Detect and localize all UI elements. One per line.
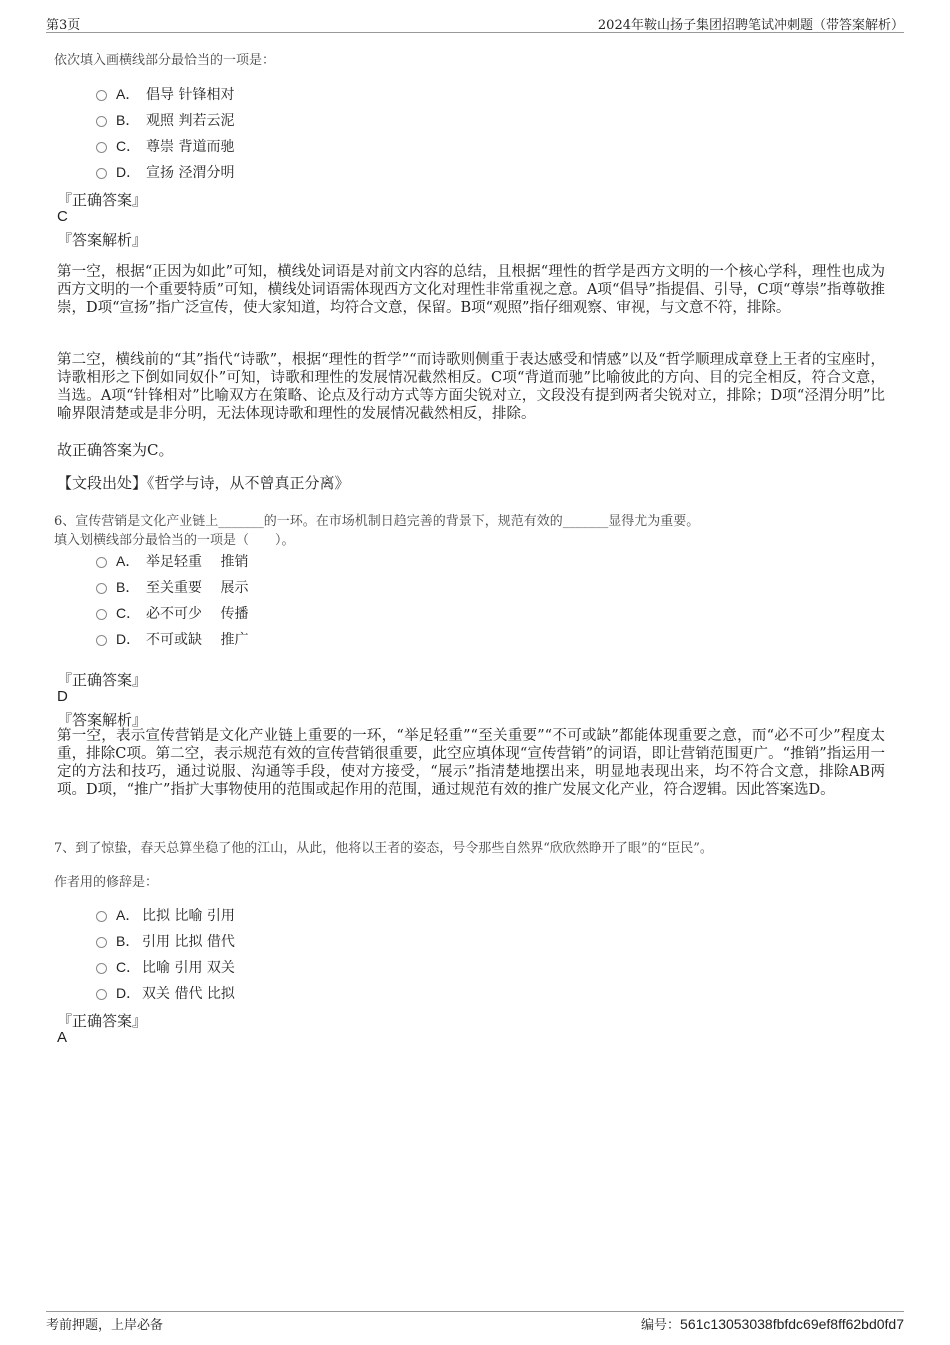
q5-option-a[interactable]: A． 倡导 针锋相对 [96,84,234,102]
q6-answer: D [57,688,68,705]
radio-icon[interactable] [96,989,107,1000]
q5-analysis-paragraph-1: 第一空，根据“正因为如此”可知，横线处词语是对前文内容的总结，且根据“理性的哲学是西方文明的一个核心学科，理性也成为西方文明的一个重要特质”可知，横线处词语需体现西方文化对理性非常重视之意。A项“倡导”指提倡、引导，C项“尊崇”指尊敬推崇，D项“宣扬”指广泛宣传，使大家知道，均符合文意，保留。B项“观照”指仔细观察、审视，与文意不符，排除。 [57,264,885,316]
q5-answer: C [57,208,68,225]
page-header [46,14,904,33]
q6-answer-label: 『正确答案』 [57,671,148,689]
q7-option-c[interactable]: C． 比喻 引用 双关 [96,957,235,975]
q5-option-c[interactable]: C． 尊崇 背道而驰 [96,136,234,154]
q6-prompt: 填入划横线部分最恰当的一项是（ ）。 [54,533,295,548]
q6-option-c[interactable]: C． 必不可少 传播 [96,603,248,621]
radio-icon[interactable] [96,609,107,620]
q6-option-a[interactable]: A． 举足轻重 推销 [96,551,248,569]
radio-icon[interactable] [96,937,107,948]
q7-prompt: 作者用的修辞是： [54,875,159,890]
q5-analysis-label: 『答案解析』 [57,231,148,249]
q5-option-b[interactable]: B． 观照 判若云泥 [96,110,234,128]
radio-icon[interactable] [96,963,107,974]
q6-option-b[interactable]: B． 至关重要 展示 [96,577,248,595]
q5-analysis-paragraph-2: 第二空，横线前的“其”指代“诗歌”，根据“理性的哲学”“而诗歌则侧重于表达感受和情感”以及“哲学顺理成章登上王者的宝座时，诗歌相形之下倒如同奴仆”可知，诗歌和理性的发展情况截然相反。C项“背道而驰”比喻彼此的方向、目的完全相反，符合文意，当选。A项“针锋相对”比喻双方在策略、论点及行动方式等方面尖锐对立，文段没有提到两者尖锐对立，排除；D项“泾渭分明”比喻界限清楚或是非分明，无法体现诗歌和理性的发展情况截然相反，排除。 [57,352,885,422]
radio-icon[interactable] [96,90,107,101]
document-title: 2024年鞍山扬子集团招聘笔试冲刺题（带答案解析） [597,18,904,33]
radio-icon[interactable] [96,557,107,568]
q5-source: 【文段出处】《哲学与诗，从不曾真正分离》 [57,474,350,492]
q6-analysis-label: 『答案解析』 [57,711,148,729]
q7-answer: A [57,1029,68,1046]
radio-icon[interactable] [96,116,107,127]
radio-icon[interactable] [96,635,107,646]
q5-prompt: 依次填入画横线部分最恰当的一项是： [54,53,276,68]
radio-icon[interactable] [96,583,107,594]
radio-icon[interactable] [96,911,107,922]
q7-option-d[interactable]: D． 双关 借代 比拟 [96,983,235,1001]
q7-option-a[interactable]: A． 比拟 比喻 引用 [96,905,235,923]
q5-conclusion: 故正确答案为C。 [57,441,174,459]
q7-option-b[interactable]: B． 引用 比拟 借代 [96,931,235,949]
q5-answer-label: 『正确答案』 [57,191,148,209]
q6-option-d[interactable]: D． 不可或缺 推广 [96,629,248,647]
document-code [641,1314,904,1333]
q5-option-d[interactable]: D． 宣扬 泾渭分明 [96,162,234,180]
document-code-label: 编号： [641,1318,681,1333]
q6-stem: 6、宣传营销是文化产业链上_______的一环。在市场机制日趋完善的背景下，规范有效的_______显得尤为重要。 [54,514,700,529]
radio-icon[interactable] [96,142,107,153]
document-code-value: 561c13053038fbfdc69ef8ff62bd0fd7 [680,1316,904,1332]
footer-slogan: 考前押题，上岸必备 [46,1318,164,1333]
q7-stem: 7、到了惊蛰，春天总算坐稳了他的江山，从此，他将以王者的姿态，号令那些自然界“欣欣然睁开了眼”的“臣民”。 [54,841,713,856]
page-number: 第3页 [46,18,81,33]
q6-analysis: 第一空，表示宣传营销是文化产业链上重要的一环，“举足轻重”“至关重要”“不可或缺”都能体现重要之意，而“必不可少”程度太重，排除C项。第二空，表示规范有效的宣传营销很重要，此空应填体现“宣传营销”的词语，即让营销范围更广。“推销”指运用一定的方法和技巧，通过说服、沟通等手段，使对方接受，“展示”指清楚地摆出来，明显地表现出来，均不符合文意，排除AB两项。D项，“推广”指扩大事物使用的范围或起作用的范围，通过规范有效的推广发展文化产业，符合逻辑。因此答案选D。 [57,728,885,798]
q7-answer-label: 『正确答案』 [57,1012,148,1030]
page-footer [46,1311,904,1334]
radio-icon[interactable] [96,168,107,179]
